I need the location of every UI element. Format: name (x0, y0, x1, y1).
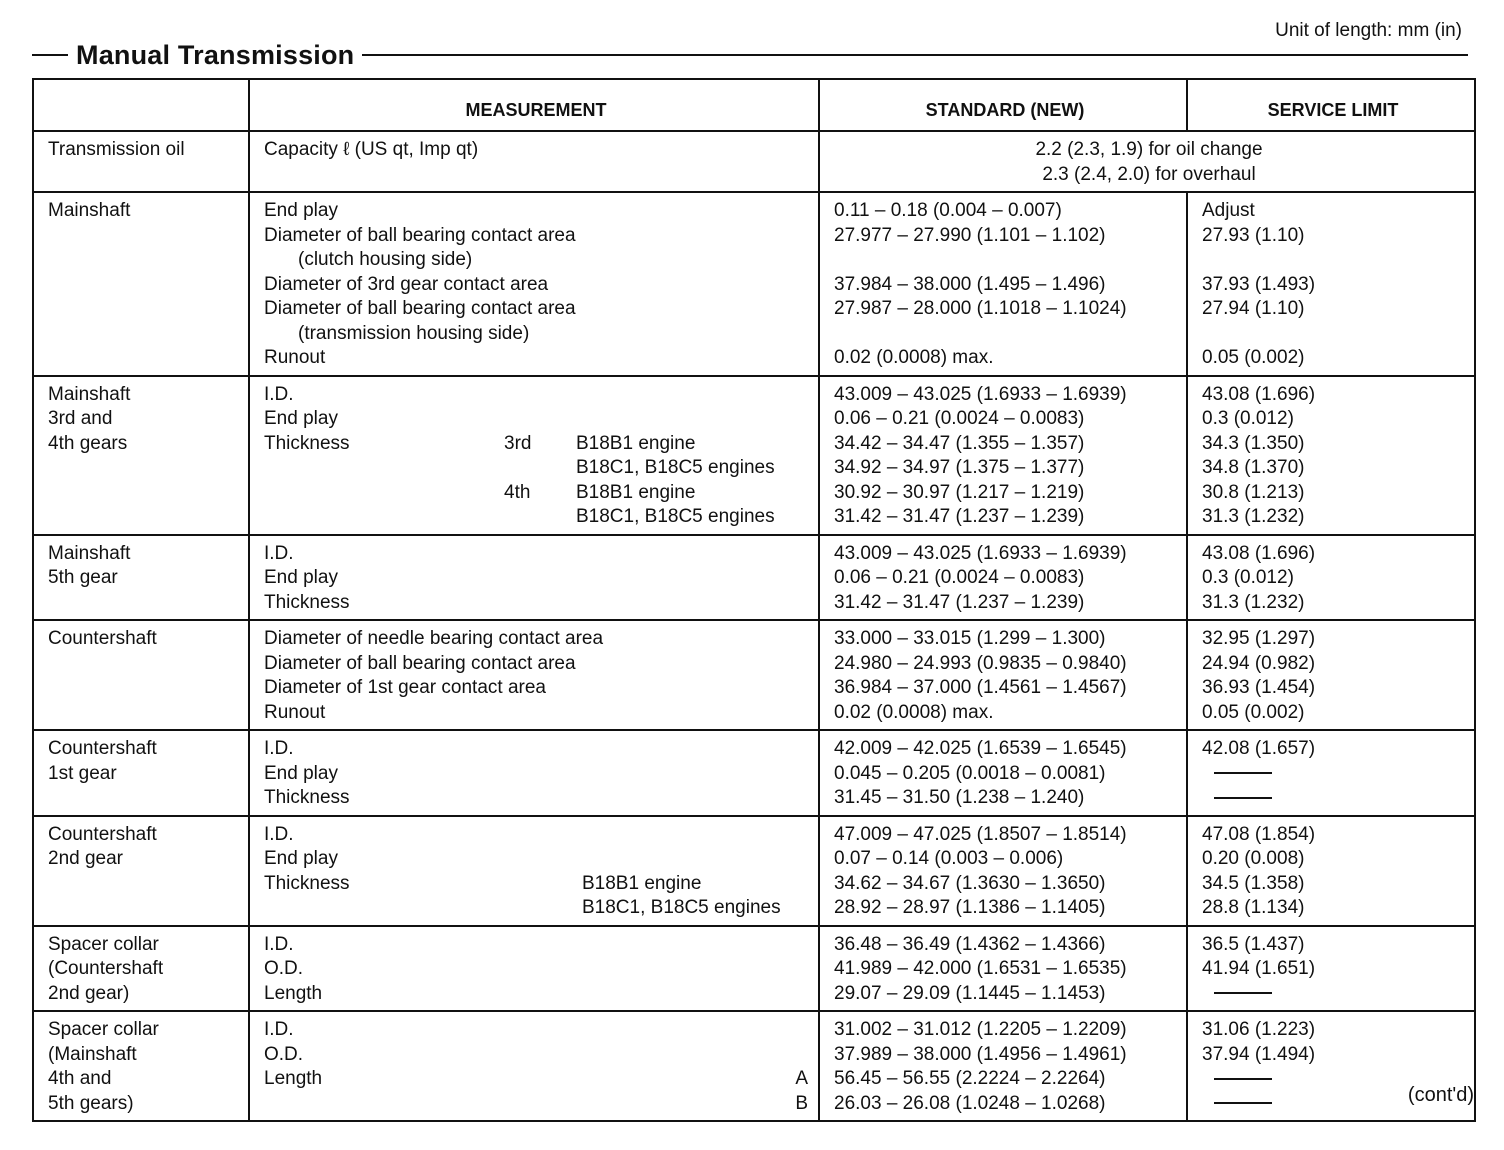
table-row (33, 131, 1475, 192)
table-row (33, 1011, 1475, 1121)
standard-value: 24.980 – 24.993 (0.9835 – 0.9840) (834, 652, 1127, 674)
standard-value: 30.92 – 30.97 (1.217 – 1.219) (834, 481, 1085, 503)
standard-value: 0.02 (0.0008) max. (834, 347, 994, 368)
measurement-text: Thickness (264, 872, 350, 894)
measurement-text: I.D. (264, 738, 294, 759)
not-applicable-dash (1214, 772, 1272, 774)
standard-cell (819, 816, 1187, 926)
item-text: Transmission oil (48, 139, 185, 160)
table-row (33, 620, 1475, 730)
continued-note: (cont'd) (1407, 1084, 1474, 1106)
limit-value: 34.8 (1.370) (1202, 457, 1305, 478)
measurement-text: 4th (504, 481, 531, 503)
item-text: Countershaft (48, 738, 157, 759)
spec-table (32, 78, 1476, 1122)
measurement-text: Capacity ℓ (US qt, Imp qt) (264, 139, 479, 160)
item-text: (Countershaft (48, 958, 164, 979)
measurement-text: End play (264, 567, 338, 588)
measurement-text: B (795, 1092, 808, 1114)
header-service-limit: SERVICE LIMIT (1187, 79, 1475, 131)
measurement-text: I.D. (264, 542, 294, 564)
limit-cell (1187, 376, 1475, 535)
table-row (33, 816, 1475, 926)
limit-cell (1187, 620, 1475, 730)
merged-value-cell (819, 131, 1475, 192)
measurement-text: Diameter of ball bearing contact area (264, 224, 576, 246)
standard-value: 47.009 – 47.025 (1.8507 – 1.8514) (834, 823, 1127, 845)
measurement-text: A (795, 1068, 808, 1089)
item-cell (33, 1011, 249, 1121)
standard-value: 0.045 – 0.205 (0.0018 – 0.0081) (834, 762, 1106, 784)
standard-value: 28.92 – 28.97 (1.1386 – 1.1405) (834, 897, 1106, 918)
limit-value: 28.8 (1.134) (1202, 897, 1305, 918)
table-row (33, 730, 1475, 816)
standard-value: 34.62 – 34.67 (1.3630 – 1.3650) (834, 872, 1106, 894)
item-cell (33, 730, 249, 816)
measurement-text: O.D. (264, 1043, 304, 1065)
item-cell (33, 926, 249, 1012)
table-row (33, 926, 1475, 1012)
not-applicable-dash (1214, 1102, 1272, 1104)
item-cell (33, 535, 249, 621)
standard-cell (819, 535, 1187, 621)
limit-value: 43.08 (1.696) (1202, 383, 1316, 405)
measurement-text: Thickness (264, 432, 350, 454)
unit-label: Unit of length: mm (in) (1275, 20, 1462, 41)
table-row (33, 535, 1475, 621)
value-text: 2.2 (2.3, 1.9) for oil change (1035, 139, 1263, 160)
standard-value: 43.009 – 43.025 (1.6933 – 1.6939) (834, 542, 1127, 564)
limit-value: 36.5 (1.437) (1202, 933, 1305, 955)
standard-value: 37.989 – 38.000 (1.4956 – 1.4961) (834, 1043, 1127, 1065)
item-text: Countershaft (48, 628, 157, 649)
measurement-text: 3rd (504, 432, 532, 454)
limit-value: 34.5 (1.358) (1202, 872, 1305, 894)
measurement-text: I.D. (264, 1019, 294, 1040)
header-measurement: MEASUREMENT (249, 79, 819, 131)
measurement-text: B18C1, B18C5 engines (576, 506, 775, 527)
standard-value: 0.11 – 0.18 (0.004 – 0.007) (834, 200, 1062, 221)
item-cell (33, 376, 249, 535)
measurement-text: B18B1 engine (582, 872, 702, 894)
not-applicable-dash (1214, 992, 1272, 994)
standard-value: 36.984 – 37.000 (1.4561 – 1.4567) (834, 677, 1127, 698)
limit-value: 32.95 (1.297) (1202, 628, 1316, 649)
measurement-text: (clutch housing side) (298, 249, 473, 270)
standard-value: 0.02 (0.0008) max. (834, 701, 994, 723)
item-text: 5th gear (48, 567, 118, 588)
standard-value: 31.42 – 31.47 (1.237 – 1.239) (834, 591, 1085, 613)
measurement-text: Thickness (264, 787, 350, 808)
standard-value: 27.987 – 28.000 (1.1018 – 1.1024) (834, 298, 1127, 319)
standard-value: 31.45 – 31.50 (1.238 – 1.240) (834, 787, 1085, 808)
measurement-text: End play (264, 200, 338, 221)
measurement-text: Runout (264, 701, 326, 723)
limit-cell (1187, 730, 1475, 816)
limit-value: 27.94 (1.10) (1202, 298, 1305, 319)
measurement-cell (249, 535, 819, 621)
limit-value: 31.3 (1.232) (1202, 506, 1305, 527)
item-cell (33, 192, 249, 376)
item-text: 4th and (48, 1068, 112, 1089)
limit-value: 31.06 (1.223) (1202, 1019, 1316, 1040)
standard-cell (819, 730, 1187, 816)
measurement-text: I.D. (264, 823, 294, 845)
measurement-text: B18B1 engine (576, 481, 696, 503)
measurement-text: (transmission housing side) (298, 322, 530, 344)
limit-value: 0.3 (0.012) (1202, 567, 1294, 588)
header-item (33, 79, 249, 131)
measurement-text: End play (264, 762, 338, 784)
limit-cell (1187, 535, 1475, 621)
standard-value: 41.989 – 42.000 (1.6531 – 1.6535) (834, 958, 1127, 979)
measurement-text: B18C1, B18C5 engines (576, 457, 775, 478)
measurement-text: B18B1 engine (576, 432, 696, 454)
measurement-cell (249, 620, 819, 730)
standard-value: 43.009 – 43.025 (1.6933 – 1.6939) (834, 383, 1127, 405)
limit-value: 37.94 (1.494) (1202, 1043, 1316, 1065)
measurement-cell (249, 1011, 819, 1121)
table-row (33, 192, 1475, 376)
measurement-text: Thickness (264, 591, 350, 613)
standard-value: 31.42 – 31.47 (1.237 – 1.239) (834, 506, 1085, 527)
limit-value: 31.3 (1.232) (1202, 591, 1305, 613)
limit-value: 0.05 (0.002) (1202, 701, 1305, 723)
limit-cell (1187, 926, 1475, 1012)
value-text: 2.3 (2.4, 2.0) for overhaul (1042, 163, 1256, 185)
limit-value: 0.05 (0.002) (1202, 347, 1305, 368)
limit-value: 43.08 (1.696) (1202, 542, 1316, 564)
measurement-text: Diameter of 1st gear contact area (264, 677, 546, 698)
item-text: 4th gears (48, 432, 128, 454)
measurement-cell (249, 131, 819, 192)
limit-value: 34.3 (1.350) (1202, 432, 1305, 454)
limit-cell (1187, 192, 1475, 376)
standard-value: 26.03 – 26.08 (1.0248 – 1.0268) (834, 1092, 1106, 1114)
standard-value: 0.06 – 0.21 (0.0024 – 0.0083) (834, 567, 1085, 588)
header-row (33, 79, 1475, 131)
item-text: 3rd and (48, 408, 113, 429)
measurement-cell (249, 816, 819, 926)
item-text: 2nd gear) (48, 982, 130, 1004)
item-cell (33, 620, 249, 730)
item-text: 1st gear (48, 762, 117, 784)
limit-value: 41.94 (1.651) (1202, 958, 1316, 979)
limit-value: 47.08 (1.854) (1202, 823, 1316, 845)
limit-value: Adjust (1202, 200, 1255, 221)
standard-cell (819, 926, 1187, 1012)
standard-value: 42.009 – 42.025 (1.6539 – 1.6545) (834, 738, 1127, 759)
header-standard: STANDARD (NEW) (819, 79, 1187, 131)
limit-value: 27.93 (1.10) (1202, 224, 1305, 246)
measurement-text: I.D. (264, 933, 294, 955)
item-text: 5th gears) (48, 1092, 134, 1114)
limit-value: 37.93 (1.493) (1202, 273, 1316, 295)
standard-value: 33.000 – 33.015 (1.299 – 1.300) (834, 628, 1106, 649)
standard-value: 56.45 – 56.55 (2.2224 – 2.2264) (834, 1068, 1106, 1089)
measurement-cell (249, 926, 819, 1012)
not-applicable-dash (1214, 1078, 1272, 1080)
measurement-text: Diameter of needle bearing contact area (264, 628, 604, 649)
limit-value: 0.20 (0.008) (1202, 848, 1305, 869)
measurement-text: Runout (264, 347, 326, 368)
item-text: Spacer collar (48, 1019, 159, 1040)
item-cell (33, 816, 249, 926)
standard-value: 37.984 – 38.000 (1.495 – 1.496) (834, 273, 1106, 295)
item-cell (33, 131, 249, 192)
item-text: Spacer collar (48, 933, 159, 955)
standard-value: 29.07 – 29.09 (1.1445 – 1.1453) (834, 982, 1106, 1004)
standard-value: 0.06 – 0.21 (0.0024 – 0.0083) (834, 408, 1085, 429)
page-title: Manual Transmission (68, 40, 362, 71)
standard-value: 34.92 – 34.97 (1.375 – 1.377) (834, 457, 1085, 478)
limit-value: 24.94 (0.982) (1202, 652, 1316, 674)
measurement-cell (249, 376, 819, 535)
limit-cell (1187, 816, 1475, 926)
item-text: 2nd gear (48, 848, 124, 869)
standard-cell (819, 620, 1187, 730)
item-text: (Mainshaft (48, 1043, 137, 1065)
standard-value: 27.977 – 27.990 (1.101 – 1.102) (834, 224, 1106, 246)
limit-value: 36.93 (1.454) (1202, 677, 1316, 698)
measurement-text: O.D. (264, 958, 304, 979)
item-text: Mainshaft (48, 383, 131, 405)
measurement-text: End play (264, 408, 338, 429)
standard-cell (819, 376, 1187, 535)
standard-cell (819, 1011, 1187, 1121)
measurement-text: I.D. (264, 383, 294, 405)
item-text: Countershaft (48, 823, 157, 845)
limit-value: 0.3 (0.012) (1202, 408, 1294, 429)
table-row (33, 376, 1475, 535)
not-applicable-dash (1214, 797, 1272, 799)
item-text: Mainshaft (48, 542, 131, 564)
item-text: Mainshaft (48, 200, 131, 221)
measurement-text: Length (264, 1068, 323, 1089)
measurement-text: Length (264, 982, 323, 1004)
measurement-text: Diameter of ball bearing contact area (264, 298, 576, 319)
measurement-text: B18C1, B18C5 engines (582, 897, 781, 918)
standard-value: 36.48 – 36.49 (1.4362 – 1.4366) (834, 933, 1106, 955)
limit-value: 30.8 (1.213) (1202, 481, 1305, 503)
measurement-text: Diameter of 3rd gear contact area (264, 273, 549, 295)
measurement-cell (249, 192, 819, 376)
measurement-text: Diameter of ball bearing contact area (264, 652, 576, 674)
standard-value: 34.42 – 34.47 (1.355 – 1.357) (834, 432, 1085, 454)
standard-value: 0.07 – 0.14 (0.003 – 0.006) (834, 848, 1064, 869)
limit-value: 42.08 (1.657) (1202, 738, 1316, 759)
standard-cell (819, 192, 1187, 376)
standard-value: 31.002 – 31.012 (1.2205 – 1.2209) (834, 1019, 1127, 1040)
measurement-text: End play (264, 848, 338, 869)
measurement-cell (249, 730, 819, 816)
